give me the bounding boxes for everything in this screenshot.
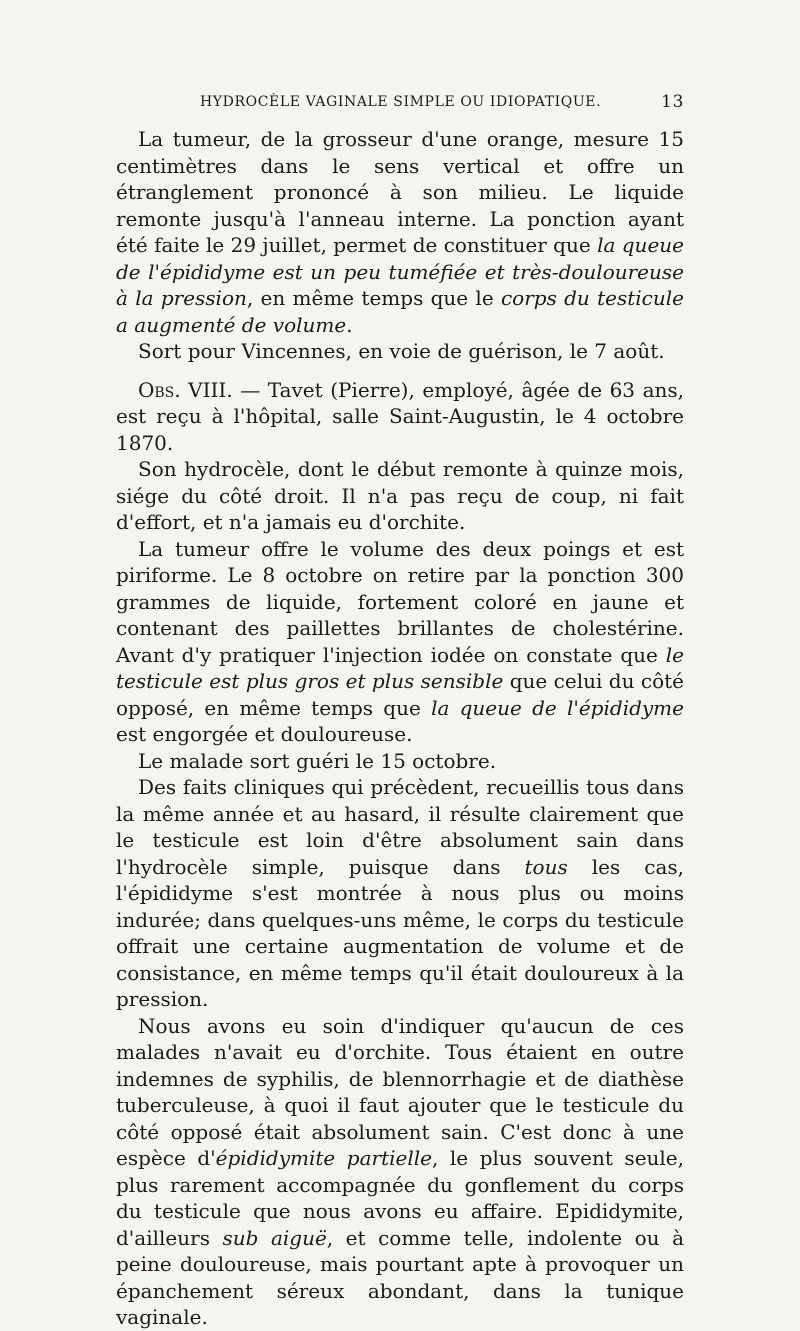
italic-phrase: épididymite partielle [215, 1146, 432, 1170]
paragraph-ponction: La tumeur offre le volume des deux poings et est piriforme. Le 8 octobre on retire par la ponction 300 grammes de liquide, fortement coloré en jaune et contenant des paillettes brillantes de cholestérine. Avant d'y pratiquer l'injection iodée on constate que le testicule est plus gros et plus sensible que celui du côté opposé, en même temps que la queue de l'épididyme est engorgée et douloureuse. [116, 536, 684, 746]
paragraph-conclusion: Nous avons eu soin d'indiquer qu'aucun de ces malades n'avait eu d'orchite. Tous étaient en outre indemnes de syphilis, de blennorrhagie et de diathèse tuberculeuse, à quoi il faut ajouter que le testicule du côté opposé était absolument sain. C'est donc à une espèce d'épididymite partielle, le plus souvent seule, plus rarement accompagnée du gonflement du corps du testicule que nous avons eu affaire. Epididymite, d'ailleurs sub aiguë, et comme telle, indolente ou à peine douloureuse, mais pourtant apte à provoquer un épanchement séreux abondant, dans la tunique vaginale. [116, 1013, 684, 1329]
paragraph-tumeur: La tumeur, de la grosseur d'une orange, mesure 15 centimètres dans le sens vertical et offre un étranglement prononcé à son milieu. Le liquide remonte jusqu'à l'anneau interne. La ponction ayant été faite le 29 juillet, permet de constituer que la queue de l'épididyme est un peu tuméfiée et très-douloureuse à la pression, en même temps que le corps du testicule a augmenté de volume. [116, 127, 684, 337]
page-number: 13 [661, 92, 684, 112]
paragraph-faits-cliniques: Des faits cliniques qui précèdent, recueillis tous dans la même année et au hasard, il résulte clairement que le testicule est loin d'être absolument sain dans l'hydrocèle simple, puisque dans tous les cas, l'épididyme s'est montrée à nous plus ou moins indurée; dans quelques-uns même, le corps du testicule offrait une certaine augmentation de volume et de consistance, en même temps qu'il était douloureux à la pression. [116, 775, 684, 1011]
italic-phrase: tous [524, 854, 568, 879]
observation-label: Obs. VIII. [138, 377, 233, 402]
paragraph-guerison: Le malade sort guéri le 15 octobre. [138, 748, 497, 773]
paragraph-observation: Obs. VIII. — Tavet (Pierre), employé, âgée de 63 ans, est reçu à l'hôpital, salle Saint-Augustin, le 4 octobre 1870. [116, 377, 684, 455]
italic-phrase: corps du testicule a augmenté de volume [116, 286, 684, 337]
italic-phrase: sub aiguë [222, 1225, 327, 1250]
body-text [116, 126, 684, 1331]
italic-phrase: la queue de l'épididyme est un peu tuméfiée et très-douloureuse à la pression [116, 233, 684, 310]
italic-phrase: le testicule est plus gros et plus sensible [116, 642, 684, 693]
running-header [200, 94, 684, 118]
paragraph-sortie: Sort pour Vincennes, en voie de guérison, le 7 août. [138, 339, 665, 363]
paragraph-hydrocele: Son hydrocèle, dont le début remonte à quinze mois, siége du côté droit. Il n'a pas reçu de coup, ni fait d'effort, et n'a jamais eu d'orchite. [116, 457, 684, 534]
running-title: HYDROCÈLE VAGINALE SIMPLE OU IDIOPATIQUE. [200, 94, 602, 110]
italic-phrase: la queue de l'épididyme [431, 695, 684, 720]
